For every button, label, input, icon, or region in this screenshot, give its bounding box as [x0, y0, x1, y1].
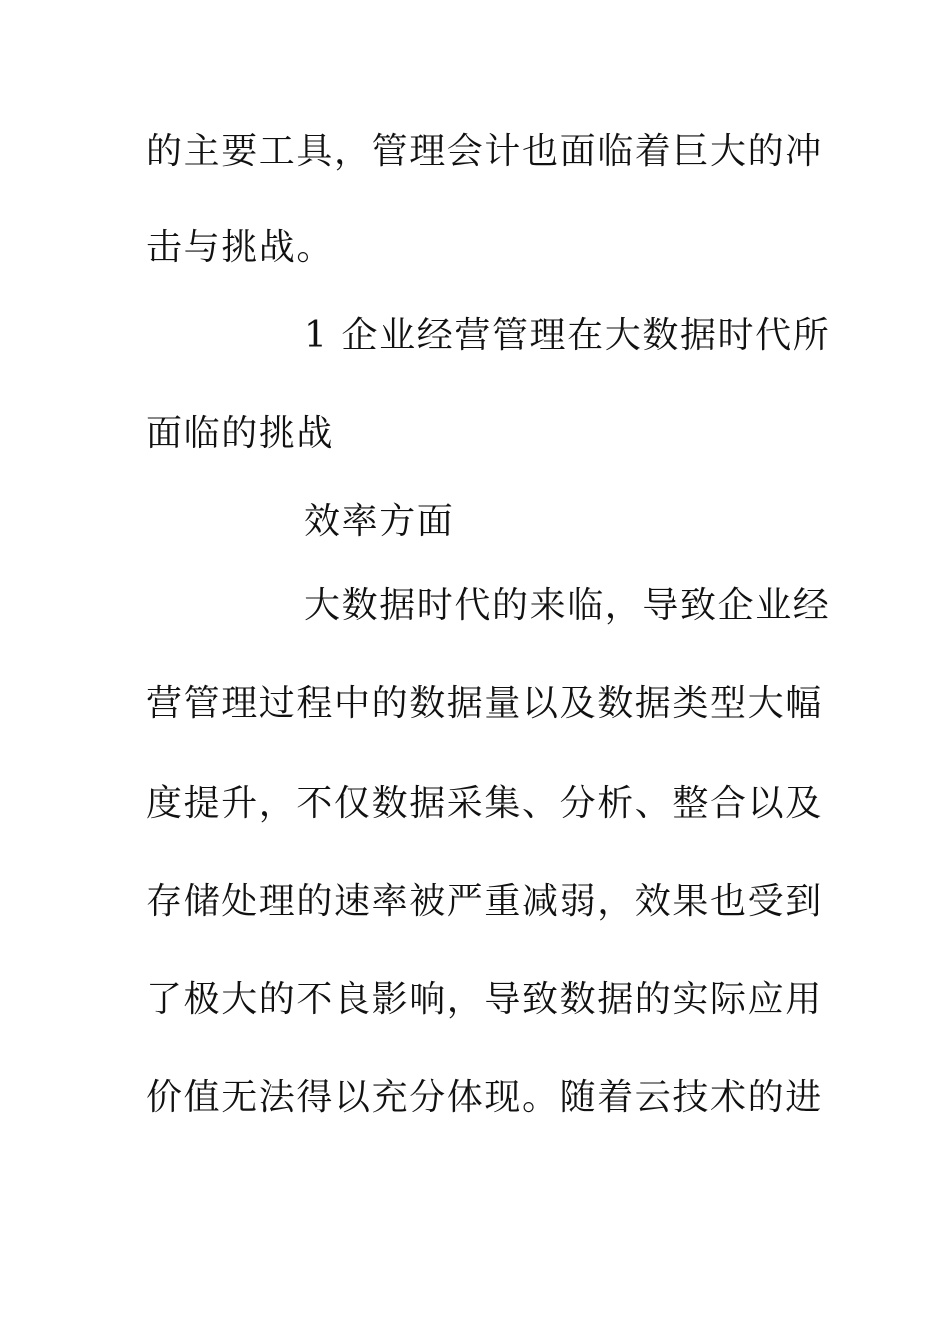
- paragraph-line: 的主要工具，管理会计也面临着巨大的冲: [146, 131, 823, 172]
- paragraph-line: 营管理过程中的数据量以及数据类型大幅: [146, 683, 823, 724]
- section-heading-line: 面临的挑战: [146, 413, 335, 454]
- paragraph-line: 度提升，不仅数据采集、分析、整合以及: [146, 783, 823, 824]
- paragraph-line: 了极大的不良影响，导致数据的实际应用: [146, 979, 823, 1020]
- paragraph-line: 大数据时代的来临，导致企业经: [304, 585, 831, 626]
- paragraph-line: 击与挑战。: [146, 227, 335, 268]
- subheading: 效率方面: [304, 501, 455, 542]
- paragraph-line: 存储处理的速率被严重减弱，效果也受到: [146, 881, 823, 922]
- section-heading-line: 1 企业经营管理在大数据时代所: [304, 315, 831, 356]
- paragraph-line: 价值无法得以充分体现。随着云技术的进: [146, 1077, 823, 1118]
